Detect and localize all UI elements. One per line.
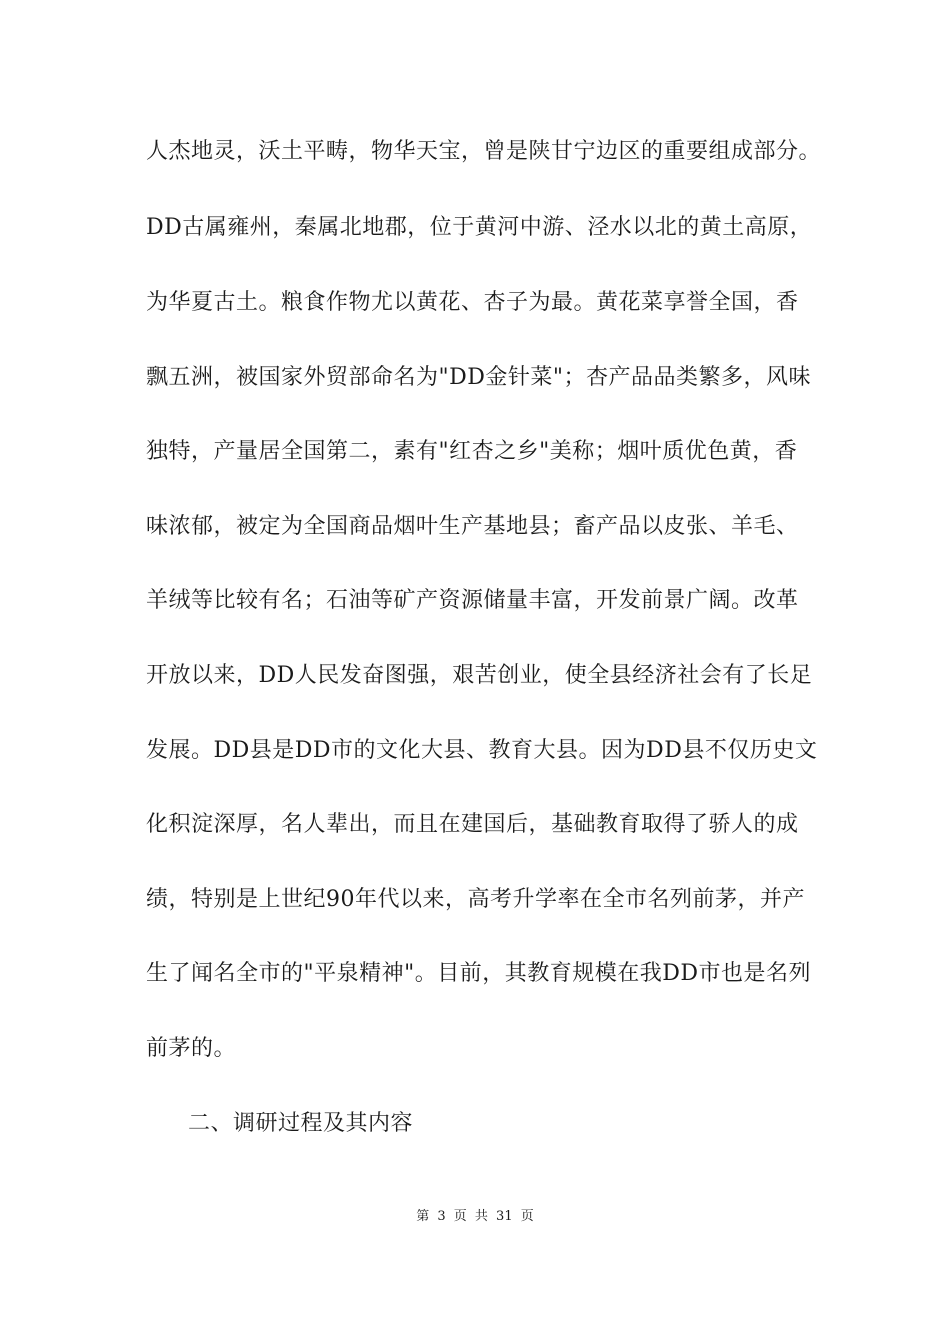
section-heading: 二、调研过程及其内容 bbox=[188, 1111, 414, 1136]
page-number-footer: 第 3 页 共 31 页 bbox=[416, 1209, 534, 1224]
paragraph-line-11: 绩，特别是上世纪90年代以来，高考升学率在全市名列前茅，并产 bbox=[146, 887, 805, 912]
paragraph-line-6: 味浓郁，被定为全国商品烟叶生产基地县；畜产品以皮张、羊毛、 bbox=[146, 514, 799, 539]
paragraph-line-12: 生了闻名全市的"平泉精神"。目前，其教育规模在我DD市也是名列 bbox=[146, 961, 812, 986]
paragraph-line-8: 开放以来，DD人民发奋图强，艰苦创业，使全县经济社会有了长足 bbox=[146, 663, 813, 688]
paragraph-line-2: DD古属雍州，秦属北地郡，位于黄河中游、泾水以北的黄土高原， bbox=[146, 215, 813, 240]
paragraph-line-3: 为华夏古土。粮食作物尤以黄花、杏子为最。黄花菜享誉全国，香 bbox=[146, 290, 799, 315]
paragraph-line-13: 前茅的。 bbox=[146, 1036, 237, 1061]
paragraph-line-5: 独特，产量居全国第二，素有"红杏之乡"美称；烟叶质优色黄，香 bbox=[146, 439, 798, 464]
paragraph-line-1: 人杰地灵，沃土平畴，物华天宝，曾是陕甘宁边区的重要组成部分。 bbox=[146, 139, 822, 164]
paragraph-line-7: 羊绒等比较有名；石油等矿产资源储量丰富，开发前景广阔。改革 bbox=[146, 588, 799, 613]
paragraph-line-10: 化积淀深厚，名人辈出，而且在建国后，基础教育取得了骄人的成 bbox=[146, 812, 799, 837]
paragraph-line-9: 发展。DD县是DD市的文化大县、教育大县。因为DD县不仅历史文 bbox=[146, 738, 818, 763]
paragraph-line-4: 飘五洲，被国家外贸部命名为"DD金针菜"；杏产品品类繁多，风味 bbox=[146, 365, 812, 390]
